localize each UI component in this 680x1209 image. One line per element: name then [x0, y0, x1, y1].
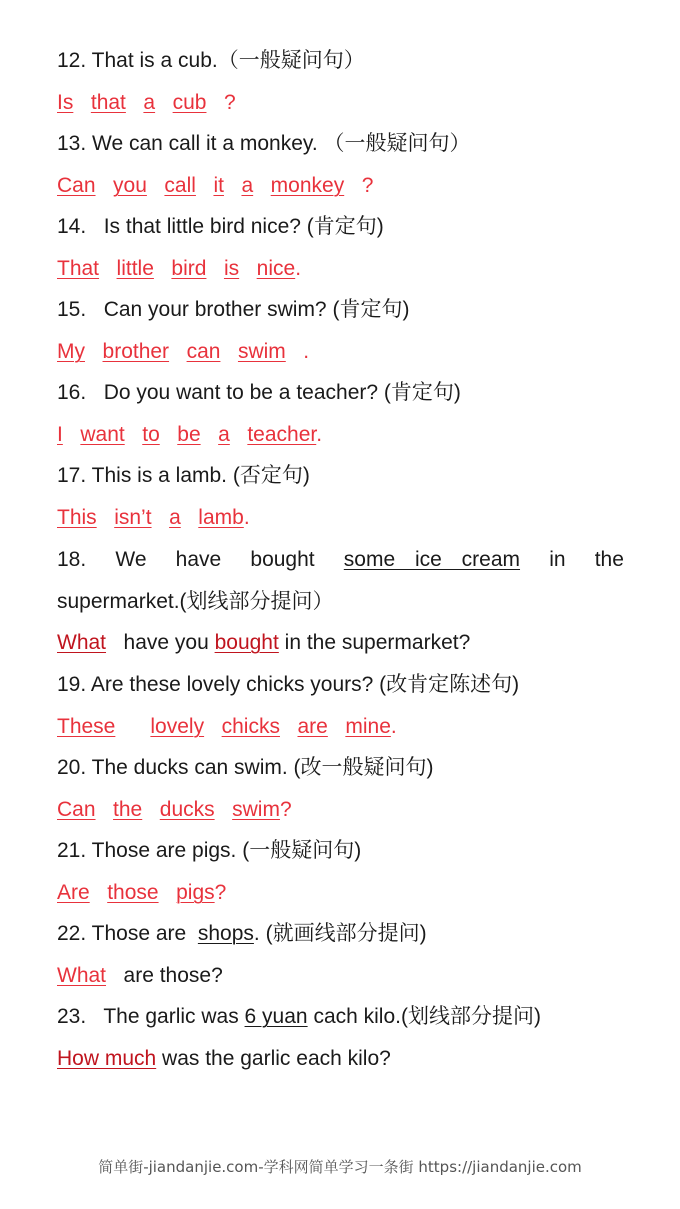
- answer-punct: ?: [214, 881, 227, 904]
- answer-punct: ?: [279, 798, 292, 821]
- answer-word: These: [57, 715, 116, 738]
- answer-21: [57, 879, 624, 907]
- answer-text: was the garlic each kilo?: [156, 1047, 391, 1070]
- question-12: 12. That is a cub.（一般疑问句）: [57, 49, 365, 72]
- q-text: 23. The garlic was: [57, 1005, 245, 1028]
- question-14: 14. Is that little bird nice? (肯定句): [57, 215, 384, 238]
- answer-word: This: [57, 506, 97, 529]
- q-word: have: [175, 548, 222, 571]
- answer-word: a: [218, 423, 230, 446]
- question-18-line1: [57, 546, 624, 574]
- answer-punct: ?: [361, 174, 374, 197]
- answer-word: Are: [57, 881, 90, 904]
- answer-punct: ?: [223, 91, 236, 114]
- answer-punct: .: [390, 715, 397, 738]
- answer-word: bought: [214, 631, 279, 654]
- answer-word: brother: [102, 340, 170, 363]
- answer-word: monkey: [270, 174, 345, 197]
- answer-word: chicks: [221, 715, 280, 738]
- answer-word: nice: [256, 257, 296, 280]
- answer-12: [57, 89, 624, 117]
- answer-punct: .: [243, 506, 250, 529]
- answer-word: swim: [237, 340, 286, 363]
- answer-17: [57, 504, 624, 532]
- answer-word: those: [107, 881, 159, 904]
- answer-word: What: [57, 631, 107, 654]
- question-21: 21. Those are pigs. (一般疑问句): [57, 839, 362, 862]
- answer-word: a: [241, 174, 254, 197]
- answer-punct: .: [303, 340, 310, 363]
- answer-text: have you: [117, 631, 215, 654]
- underlined-phrase: 6 yuan: [244, 1005, 308, 1028]
- question-22: [57, 920, 624, 948]
- answer-18: [57, 629, 624, 657]
- question-18-line2: supermarket.(划线部分提问）: [57, 590, 334, 613]
- answer-text: in the supermarket?: [278, 631, 471, 654]
- answer-word: a: [169, 506, 181, 529]
- answer-punct: .: [316, 423, 323, 446]
- question-23: [57, 1003, 624, 1031]
- answer-13: [57, 172, 624, 200]
- answer-word: cub: [172, 91, 207, 114]
- answer-23: [57, 1045, 624, 1073]
- answer-word: want: [80, 423, 125, 446]
- answer-word: bird: [171, 257, 207, 280]
- answer-word: mine: [345, 715, 391, 738]
- answer-word: to: [142, 423, 160, 446]
- answer-word: Can: [57, 798, 96, 821]
- question-19: 19. Are these lovely chicks yours? (改肯定陈述句): [57, 673, 520, 696]
- answer-word: That: [57, 257, 100, 280]
- q-word: We: [115, 548, 147, 571]
- question-20: 20. The ducks can swim. (改一般疑问句): [57, 756, 434, 779]
- answer-word: I: [57, 423, 63, 446]
- answer-19: [57, 713, 624, 741]
- question-13: 13. We can call it a monkey. （一般疑问句）: [57, 132, 471, 155]
- underlined-phrase: shops: [197, 922, 254, 945]
- answer-text: are those?: [123, 964, 223, 987]
- answer-word: lamb: [198, 506, 244, 529]
- answer-word: call: [164, 174, 196, 197]
- answer-15: [57, 338, 624, 366]
- answer-word: you: [113, 174, 147, 197]
- q-word: the: [594, 548, 624, 571]
- answer-word: it: [213, 174, 224, 197]
- answer-word: ducks: [159, 798, 215, 821]
- q-word: in: [549, 548, 566, 571]
- q-text: 22. Those are: [57, 922, 198, 945]
- answer-word: are: [297, 715, 328, 738]
- answer-word: the: [113, 798, 143, 821]
- q-text: cach kilo.(划线部分提问): [307, 1005, 541, 1028]
- answer-word: isn’t: [114, 506, 152, 529]
- answer-word: What: [57, 964, 107, 987]
- answer-word: is: [223, 257, 240, 280]
- answer-word: little: [116, 257, 154, 280]
- answer-20: [57, 796, 624, 824]
- underlined-phrase: some ice cream: [343, 548, 521, 571]
- answer-word: pigs: [176, 881, 215, 904]
- q-text: . (就画线部分提问): [253, 922, 427, 945]
- answer-word: Is: [57, 91, 74, 114]
- answer-word: lovely: [150, 715, 205, 738]
- page-footer: 简单街-jiandanjie.com-学科网简单学习一条街 https://jiandanjie.com: [98, 1158, 582, 1176]
- answer-22: [57, 962, 624, 990]
- question-17: 17. This is a lamb. (否定句): [57, 464, 310, 487]
- question-16: 16. Do you want to be a teacher? (肯定句): [57, 381, 461, 404]
- answer-word: teacher: [247, 423, 317, 446]
- answer-14: [57, 255, 624, 283]
- answer-punct: .: [295, 257, 302, 280]
- answer-word: be: [177, 423, 201, 446]
- answer-word: a: [143, 91, 156, 114]
- answer-word: Can: [57, 174, 96, 197]
- answer-16: [57, 421, 624, 449]
- answer-word: swim: [232, 798, 280, 821]
- answer-word: My: [57, 340, 85, 363]
- q-word: bought: [250, 548, 315, 571]
- answer-word: that: [90, 91, 126, 114]
- question-15: 15. Can your brother swim? (肯定句): [57, 298, 410, 321]
- q-word: 18.: [57, 548, 87, 571]
- answer-word: can: [186, 340, 221, 363]
- answer-word: How much: [57, 1047, 157, 1070]
